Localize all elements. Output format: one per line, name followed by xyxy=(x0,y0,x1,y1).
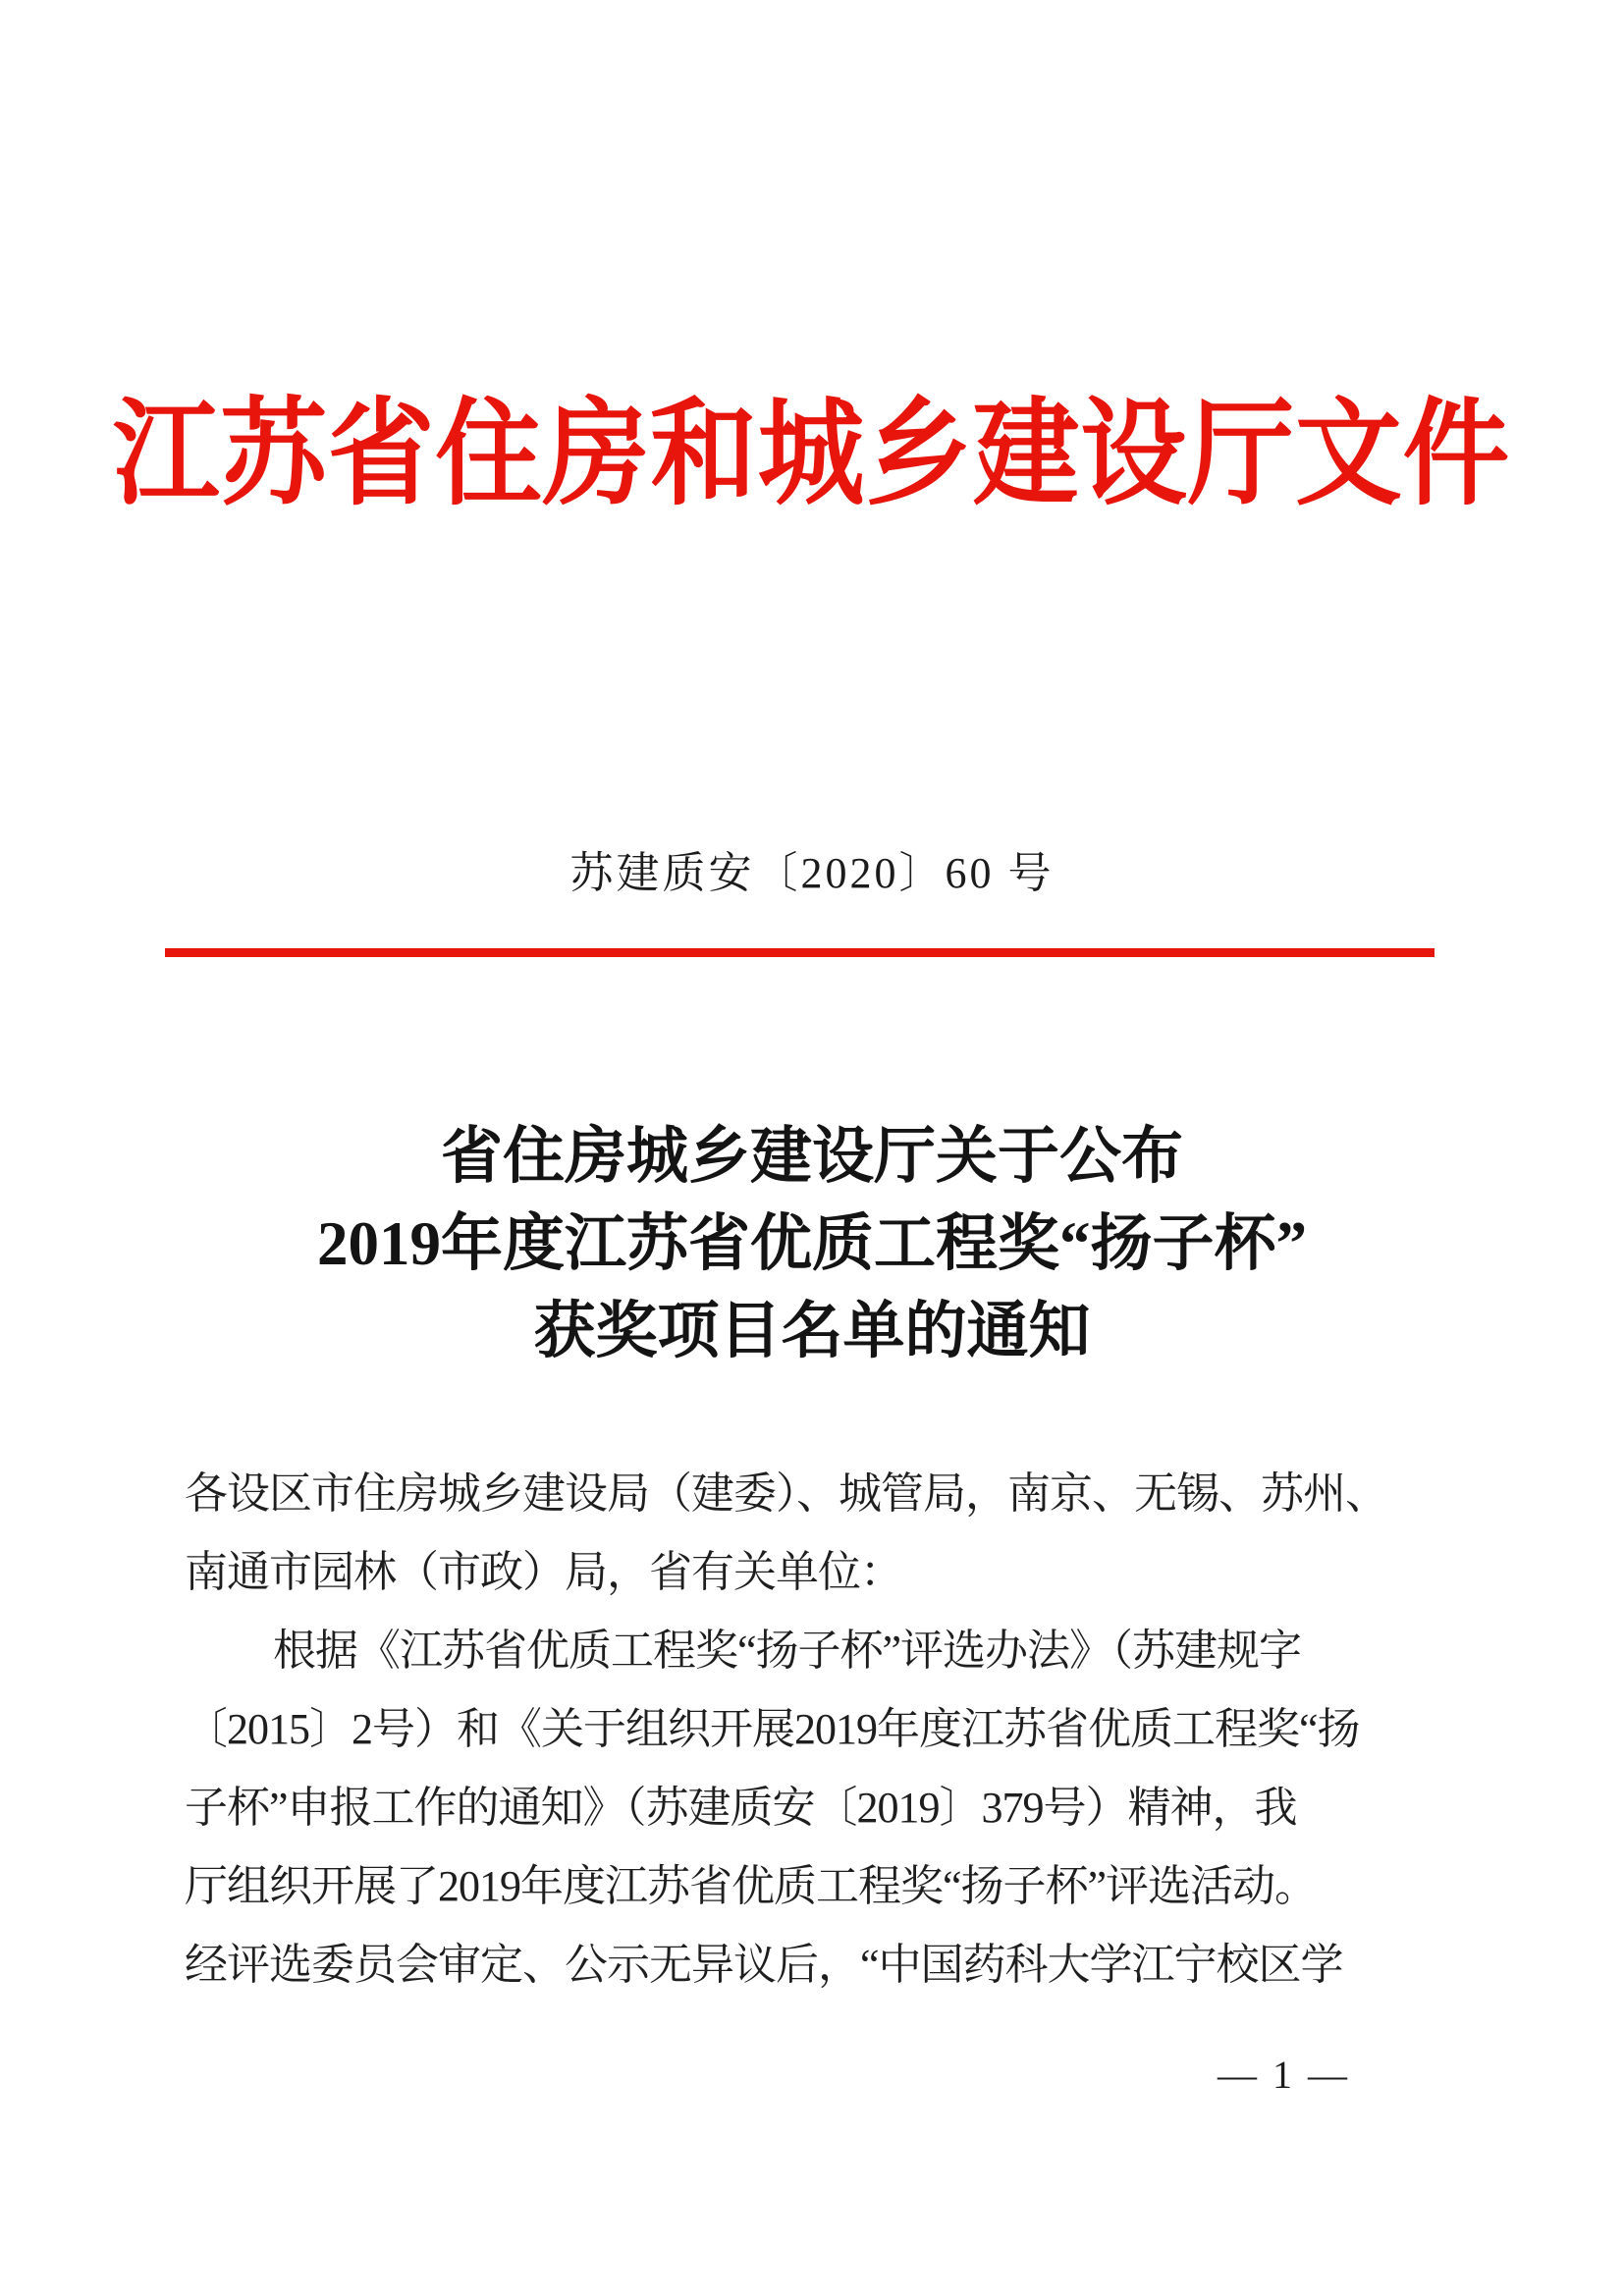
body-paragraph-line-2: 〔2015〕2号）和《关于组织开展2019年度江苏省优质工程奖“扬 xyxy=(185,1705,1360,1753)
red-masthead-title xyxy=(0,381,1624,530)
notice-title-line-1: 省住房城乡建设厅关于公布 xyxy=(441,1122,1183,1191)
notice-body xyxy=(185,1455,1441,2004)
salutation-line-1: 各设区市住房城乡建设局（建委）、城管局，南京、无锡、苏州、 xyxy=(185,1469,1387,1518)
body-paragraph-line-3: 子杯”申报工作的通知》（苏建质安〔2019〕379号）精神，我 xyxy=(185,1784,1297,1832)
document-reference-number: 苏建质安〔2020〕60 号 xyxy=(569,849,1055,897)
notice-title-line-3: 获奖项目名单的通知 xyxy=(533,1297,1091,1365)
notice-title-line-2: 2019年度江苏省优质工程奖“扬子杯” xyxy=(317,1209,1307,1278)
body-paragraph-line-4: 厅组织开展了2019年度江苏省优质工程奖“扬子杯”评选活动。 xyxy=(185,1862,1318,1910)
salutation-line-2: 南通市园林（市政）局，省有关单位： xyxy=(185,1548,902,1596)
red-separator-line xyxy=(165,948,1435,957)
page-number: — 1 — xyxy=(1218,2053,1347,2097)
body-paragraph-line-5: 经评选委员会审定、公示无异议后，“中国药科大学江宁校区学 xyxy=(185,1941,1343,1989)
body-paragraph-line-1: 根据《江苏省优质工程奖“扬子杯”评选办法》（苏建规字 xyxy=(273,1627,1302,1675)
notice-title xyxy=(0,1113,1624,1375)
red-masthead-title-text: 江苏省住房和城乡建设厅文件 xyxy=(113,391,1511,519)
